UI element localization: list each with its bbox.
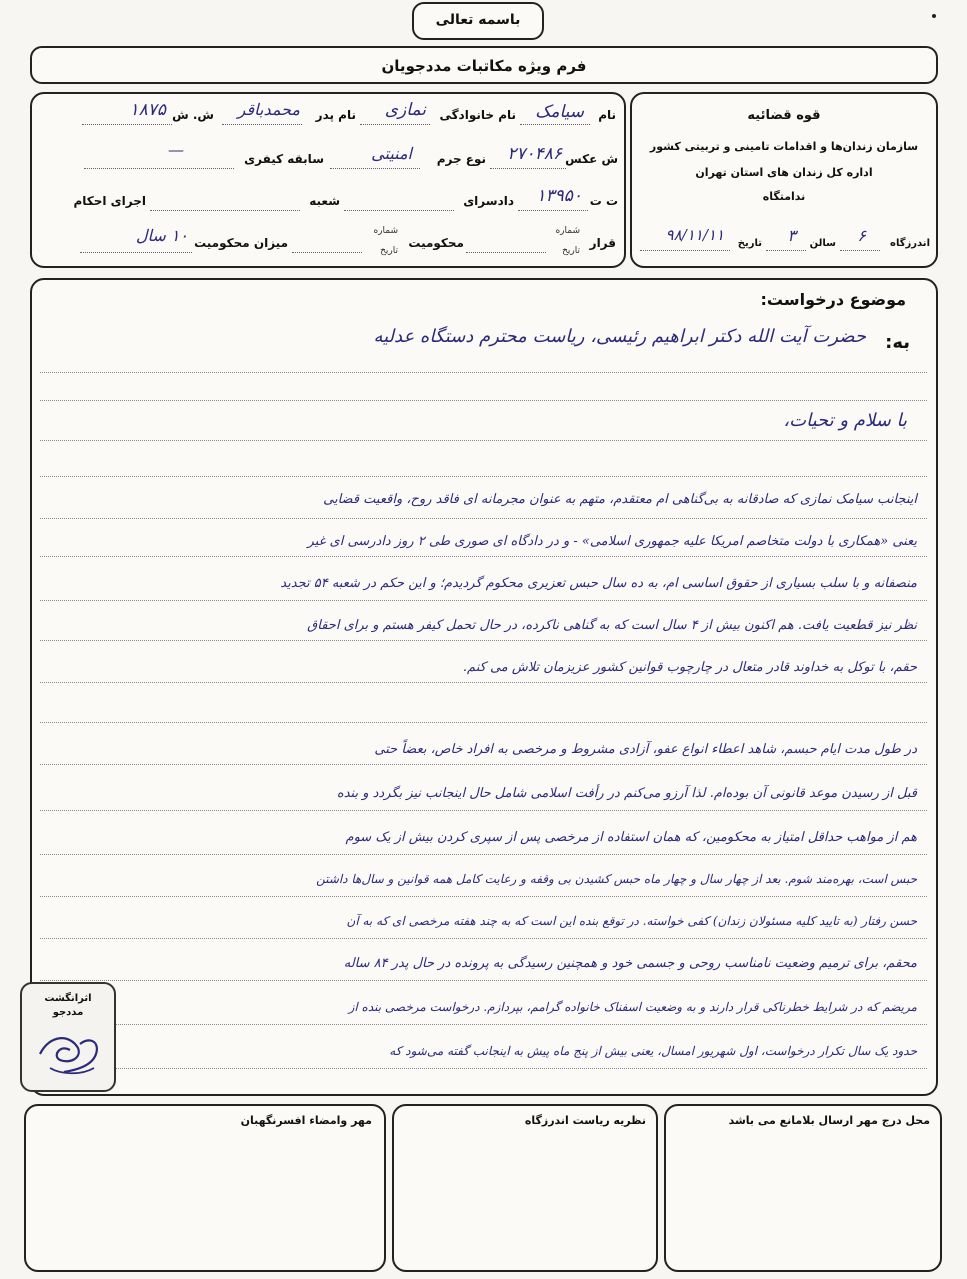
crime-value: امنیتی [371, 144, 412, 163]
to-value: حضرت آیت الله دکتر ابراهیم رئیسی، ریاست محترم دستگاه عدلیه [373, 326, 866, 347]
ruled-line [40, 372, 927, 373]
tt-line [518, 210, 588, 211]
photo-no-value: ۲۷۰۴۸۶ [507, 144, 562, 164]
para2-line: محقم، برای ترمیم وضعیت نامناسب روحی و جسمی خود و همچنین رسیدگی به پرونده در حال پدر ۸۴ ساله [343, 956, 917, 971]
org-correction: ندامتگاه [762, 190, 806, 203]
org-date-line [640, 250, 730, 251]
conviction-line [292, 252, 362, 253]
last-name-value: نمازی [384, 100, 426, 120]
para1-line: حقم، با توکل به خداوند قادر متعال در چارچوب قوانین کشور عزیزمان تلاش می کنم. [462, 660, 917, 675]
para2-line: هم از مواهب حداقل امتیاز به محکومین، که همان استفاده از مرخصی پس از سپری کردن بیش از یک سوم [345, 830, 917, 845]
first-name-line [520, 124, 590, 125]
idno-label: ش. ش [172, 108, 214, 122]
para1-line: اینجانب سیامک نمازی که صادقانه به بی‌گناهی ام معتقدم، متهم به عنوان مجرمانه ای فاقد روح، واقعیت قضایی [323, 492, 917, 507]
para1-line: منصفانه و با سلب بسیاری از حقوق اساسی ام، به ده سال حبس تعزیری محکوم گردیدم؛ و این حکم در شعبه ۵۴ تجدید [280, 576, 917, 591]
hall-label: سالن [809, 238, 836, 249]
last-name-label: نام خانوادگی [439, 108, 516, 122]
sentence-line [80, 252, 192, 253]
para2-line: حبس است، بهره‌مند شوم. بعد از چهار سال و چهار ماه حبس کشیدن بی وقفه و رعایت کامل همه قوانین و سال‌ها داشتن [316, 872, 917, 886]
branch-label: شعبه [309, 194, 340, 208]
father-label: نام پدر [315, 108, 356, 122]
conviction-date-label: تاریخ [380, 246, 398, 256]
ruled-line [40, 476, 927, 477]
ruled-line [40, 764, 927, 765]
ruled-line [40, 896, 927, 897]
ruled-line [40, 518, 927, 519]
para1-line: یعنی «همکاری با دولت متخاصم امریکا علیه جمهوری اسلامی» - و در دادگاه ای صوری طی ۲ روز دادرسی ای غیر [307, 534, 917, 549]
form-title-box [30, 46, 938, 84]
order-number-label: شماره [555, 226, 580, 236]
para2-line: مریضم که در شرایط خطرناکی قرار دارند و به وضعیت اسفناک خانواده گرامم، بپردازم. درخواست مرخصی بنده از [348, 1000, 917, 1014]
ruled-line [40, 1068, 927, 1069]
idno-value: ۱۸۷۵ [129, 100, 166, 120]
ward-value: ۶ [857, 226, 866, 245]
ward-chief-box [392, 1104, 658, 1272]
photo-no-label: ش عکس [565, 152, 618, 166]
ward-chief-label: نظریه ریاست اندرزگاه [524, 1114, 646, 1127]
order-label: قرار [589, 236, 616, 250]
org-prisons: سازمان زندان‌ها و اقدامات تامینی و تربیتی کشور [649, 140, 919, 153]
basmala: باسمه تعالی [435, 12, 521, 28]
ruled-line [40, 556, 927, 557]
order-date-label: تاریخ [562, 246, 580, 256]
guard-label: مهر وامضاء افسرنگهبان [240, 1114, 372, 1127]
father-line [222, 124, 302, 125]
ward-line [840, 250, 880, 251]
record-label: سابقه کیفری [244, 152, 324, 166]
para2-line: حدود یک سال تکرار درخواست، اول شهریور امسال، یعنی بیش از پنج ماه پیش به اینجانب گفته می‌شود که [389, 1044, 917, 1058]
org-tehran: اداره کل زندان های استان تهران [695, 166, 873, 179]
para2-line: قبل از رسیدن موعد قانونی آن بوده‌ام. لذا آرزو می‌کنم در رأفت اسلامی شامل حال اینجانب نیز بگردد و بنده [336, 786, 917, 801]
father-value: محمدباقر [237, 100, 300, 119]
form-title: فرم ویژه مکاتبات مددجویان [381, 57, 587, 75]
corner-mark [932, 14, 936, 18]
branch-line [150, 210, 300, 211]
ruled-line [40, 600, 927, 601]
court-line [344, 210, 454, 211]
ruled-line [40, 810, 927, 811]
ruled-line [40, 938, 927, 939]
ruled-line [40, 1024, 927, 1025]
to-label: به: [885, 332, 910, 353]
ruled-line [40, 682, 927, 683]
ruled-line [40, 440, 927, 441]
org-date-value: ۹۸/۱۱/۱۱ [665, 226, 724, 244]
greeting: با سلام و تحیات، [783, 410, 907, 431]
crime-label: نوع جرم [436, 152, 486, 166]
last-name-line [360, 124, 430, 125]
personal-info-box [30, 92, 626, 268]
photo-no-line [490, 168, 566, 169]
ruled-line [40, 980, 927, 981]
ruled-line [40, 854, 927, 855]
para2-line: حسن رفتار (به تایید کلیه مسئولان زندان) کفی خواسته. در توقع بنده این است که به چند هفته مرخصی ای که به آن [346, 914, 917, 928]
first-name-value: سیامک [535, 102, 584, 122]
sentence-value: ۱۰ سال [135, 226, 188, 245]
fingerprint-box [20, 982, 116, 1092]
basmala-box [412, 2, 544, 40]
conviction-number-label: شماره [373, 226, 398, 236]
sentence-label: میزان محکومیت [194, 236, 288, 250]
conviction-label: محکومیت [408, 236, 464, 250]
hall-value: ۳ [787, 226, 796, 245]
first-name-label: نام [598, 108, 616, 122]
para2-line: در طول مدت ایام حبسم، شاهد اعطاء انواع عفو، آزادی مشروط و مرخصی به افراد خاص، بعضاً حتی [374, 742, 917, 757]
crime-line [330, 168, 420, 169]
order-line [466, 252, 546, 253]
fingerprint-label: اثرانگشت مددجو [44, 993, 92, 1018]
send-stamp-box [664, 1104, 942, 1272]
fingerprint-icon [30, 1024, 110, 1080]
record-line [84, 168, 234, 169]
exec-label: اجرای احکام [73, 194, 146, 208]
court-label: دادسرای [463, 194, 514, 208]
org-judiciary: قوه قضائیه [747, 108, 821, 123]
record-value: — [168, 140, 184, 159]
ruled-line [40, 640, 927, 641]
idno-line [82, 124, 172, 125]
hall-line [766, 250, 806, 251]
tt-label: ت ت [589, 194, 618, 208]
ruled-line [40, 400, 927, 401]
send-stamp-label: محل درج مهر ارسال بلامانع می باشد [728, 1114, 930, 1127]
tt-value: ۱۳۹۵۰ [536, 186, 582, 206]
ward-label: اندرزگاه [890, 238, 930, 249]
ruled-line [40, 722, 927, 723]
guard-stamp-box [24, 1104, 386, 1272]
subject-label: موضوع درخواست: [760, 290, 906, 309]
org-date-label: تاریخ [737, 238, 762, 249]
para1-line: نظر نیز قطعیت یافت. هم اکنون بیش از ۴ سال است که به گناهی ناکرده، در حال تحمل کیفر هستم و برای احقاق [307, 618, 917, 633]
organization-box [630, 92, 938, 268]
